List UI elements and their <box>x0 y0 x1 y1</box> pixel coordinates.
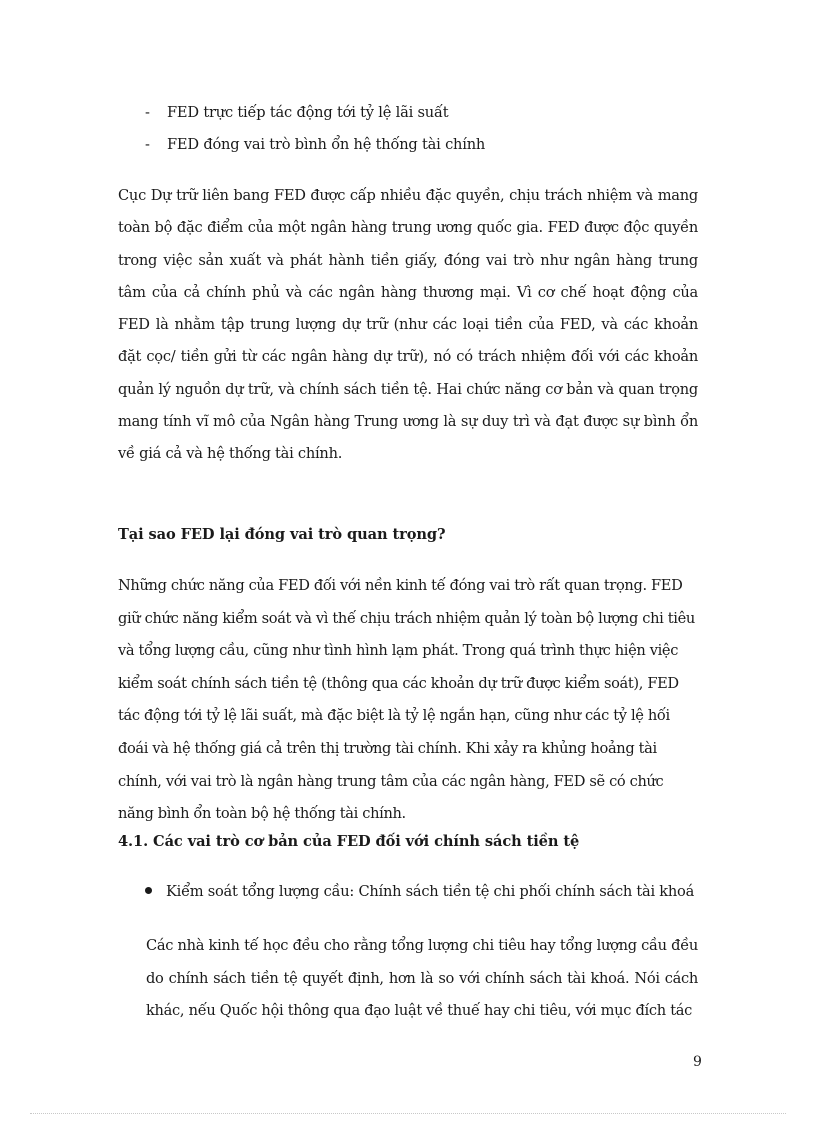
paragraph-fed-functions: Những chức năng của FED đối với nền kinh tế đóng vai trò rất quan trọng. FED giữ chức năng kiểm soát và vì thế chịu trách nhiệm quản lý toàn bộ lượng chi tiêu và tổng lượng cầu, cũng như tình hình lạm phát. Trong quá trình thực hiện việc kiểm soát chính sách tiền tệ (thông qua các khoản dự trữ được kiểm soát), FED tác động tới tỷ lệ lãi suất, mà đặc biệt là tỷ lệ ngắn hạn, cũng như các tỷ lệ hối đoái và hệ thống giá cả trên thị trường tài chính. Khi xảy ra khủng hoảng tài chính, với vai trò là ngân hàng trung tâm của các ngân hàng, FED sẽ có chức năng bình ổn toàn bộ hệ thống tài chính. <box>118 577 695 823</box>
bullet-list-item <box>145 883 694 900</box>
dash-item-text: FED đóng vai trò bình ổn hệ thống tài chính <box>167 136 486 153</box>
dash-list-item-1 <box>145 104 448 121</box>
dash-item-text: FED trực tiếp tác động tới tỷ lệ lãi suất <box>167 104 449 121</box>
page-number: 9 <box>693 1054 702 1070</box>
heading-why-fed-important: Tại sao FED lại đóng vai trò quan trọng? <box>118 526 446 543</box>
bullet-icon <box>145 887 152 894</box>
dash-marker: - <box>145 104 150 121</box>
bullet-item-text: Kiểm soát tổng lượng cầu: Chính sách tiền tệ chi phối chính sách tài khoá <box>166 883 695 900</box>
section-heading-4-1: 4.1. Các vai trò cơ bản của FED đối với chính sách tiền tệ <box>118 833 580 850</box>
dash-marker: - <box>145 136 150 153</box>
paragraph-fed-overview: Cục Dự trữ liên bang FED được cấp nhiều đặc quyền, chịu trách nhiệm và mang toàn bộ đặc điểm của một ngân hàng trung ương quốc gia. FED được độc quyền trong việc sản xuất và phát hành tiền giấy, đóng vai trò như ngân hàng trung tâm của cả chính phủ và các ngân hàng thương mại. Vì cơ chế hoạt động của FED là nhằm tập trung lượng dự trữ (như các loại tiền của FED, và các khoản đặt cọc/ tiền gửi từ các ngân hàng dự trữ), nó có trách nhiệm đối với các khoản quản lý nguồn dự trữ, và chính sách tiền tệ. Hai chức năng cơ bản và quan trọng mang tính vĩ mô của Ngân hàng Trung ương là sự duy trì và đạt được sự bình ổn về giá cả và hệ thống tài chính. <box>118 187 698 463</box>
page-bottom-divider <box>30 1113 786 1114</box>
paragraph-aggregate-demand: Các nhà kinh tế học đều cho rằng tổng lượng chi tiêu hay tổng lượng cầu đều do chính sách tiền tệ quyết định, hơn là so với chính sách tài khoá. Nói cách khác, nếu Quốc hội thông qua đạo luật về thuế hay chi tiêu, với mục đích tác <box>146 937 698 1019</box>
dash-list-item-2 <box>145 136 485 153</box>
